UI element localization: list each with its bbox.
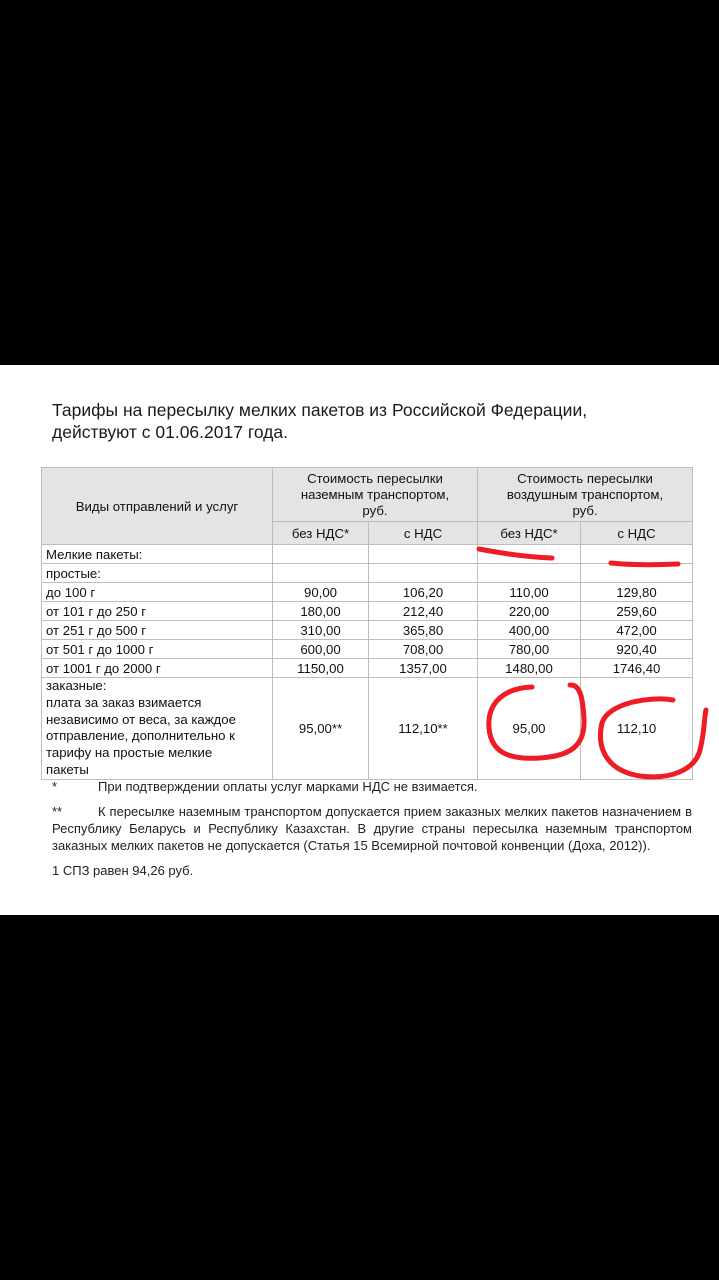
header-kinds: Виды отправлений и услуг [42, 468, 273, 545]
row-value: 1480,00 [478, 659, 581, 678]
registered-label-line: плата за заказ взимается [46, 694, 202, 710]
document-page [0, 365, 719, 915]
row-value: 400,00 [478, 621, 581, 640]
header-ground-vat: с НДС [369, 522, 478, 545]
row-label: от 101 г до 250 г [42, 602, 273, 621]
row-label: от 501 г до 1000 г [42, 640, 273, 659]
row-value: 212,40 [369, 602, 478, 621]
row-value [478, 545, 581, 564]
footnote-1-text: При подтверждении оплаты услуг марками НДС не взимается. [98, 779, 478, 794]
footnote-1-mark: * [52, 779, 58, 794]
row-value: 259,60 [581, 602, 693, 621]
header-air: Стоимость пересылки воздушным транспортом, руб. [478, 468, 693, 522]
table-row [42, 602, 693, 621]
table-body [42, 545, 693, 780]
registered-label-line: независимо от веса, за каждое [46, 711, 236, 727]
row-value: 220,00 [478, 602, 581, 621]
row-value: 1357,00 [369, 659, 478, 678]
row-value: 1746,40 [581, 659, 693, 678]
sdr-rate: 1 СПЗ равен 94,26 руб. [52, 863, 194, 878]
row-value [581, 545, 693, 564]
table-row-registered [42, 678, 693, 780]
row-value [369, 564, 478, 583]
footnote-2 [52, 803, 692, 854]
row-value: 310,00 [273, 621, 369, 640]
row-value [581, 564, 693, 583]
header-ground-no-vat: без НДС* [273, 522, 369, 545]
registered-label-line: пакеты [46, 761, 89, 777]
title-line: Тарифы на пересылку мелких пакетов из Российской Федерации, [52, 400, 588, 420]
row-label: от 251 г до 500 г [42, 621, 273, 640]
title-line: действуют с 01.06.2017 года. [52, 422, 288, 442]
registered-label-line: тарифу на простые мелкие [46, 745, 213, 761]
registered-value: 112,10** [369, 678, 478, 780]
registered-value: 95,00** [273, 678, 369, 780]
row-value: 365,80 [369, 621, 478, 640]
row-value: 708,00 [369, 640, 478, 659]
registered-value: 95,00 [478, 678, 581, 780]
row-value: 1150,00 [273, 659, 369, 678]
row-label: от 1001 г до 2000 г [42, 659, 273, 678]
table-row [42, 621, 693, 640]
row-value: 180,00 [273, 602, 369, 621]
row-value: 106,20 [369, 583, 478, 602]
row-value [478, 564, 581, 583]
table-row [42, 545, 693, 564]
row-label: Мелкие пакеты: [42, 545, 273, 564]
row-label-registered [42, 678, 273, 780]
footnote-2-mark: ** [52, 804, 63, 819]
row-value [369, 545, 478, 564]
footnote-2-text: К пересылке наземным транспортом допускается прием заказных мелких пакетов назначением в Республику Беларусь и Республику Казахстан. В другие страны пересылка наземным транспортом заказных мелких пакетов не допускается (Статья 15 Всемирной почтовой конвенции (Доха, 2012)). [52, 804, 692, 853]
table-row [42, 640, 693, 659]
row-value: 110,00 [478, 583, 581, 602]
registered-label-line: отправление, дополнительно к [46, 728, 235, 744]
row-value: 780,00 [478, 640, 581, 659]
row-value: 472,00 [581, 621, 693, 640]
registered-value: 112,10 [581, 678, 693, 780]
row-value: 920,40 [581, 640, 693, 659]
header-ground: Стоимость пересылки наземным транспортом, руб. [273, 468, 478, 522]
footnotes [52, 778, 692, 879]
row-value [273, 564, 369, 583]
document-title [52, 399, 692, 443]
footnote-1 [52, 778, 692, 795]
header-air-no-vat: без НДС* [478, 522, 581, 545]
tariff-table [41, 467, 693, 780]
row-label: простые: [42, 564, 273, 583]
row-value [273, 545, 369, 564]
table-row [42, 659, 693, 678]
header-air-vat: с НДС [581, 522, 693, 545]
row-value: 90,00 [273, 583, 369, 602]
registered-label-line: заказные: [46, 678, 107, 693]
row-label: до 100 г [42, 583, 273, 602]
row-value: 129,80 [581, 583, 693, 602]
table-row [42, 583, 693, 602]
row-value: 600,00 [273, 640, 369, 659]
table-row [42, 564, 693, 583]
